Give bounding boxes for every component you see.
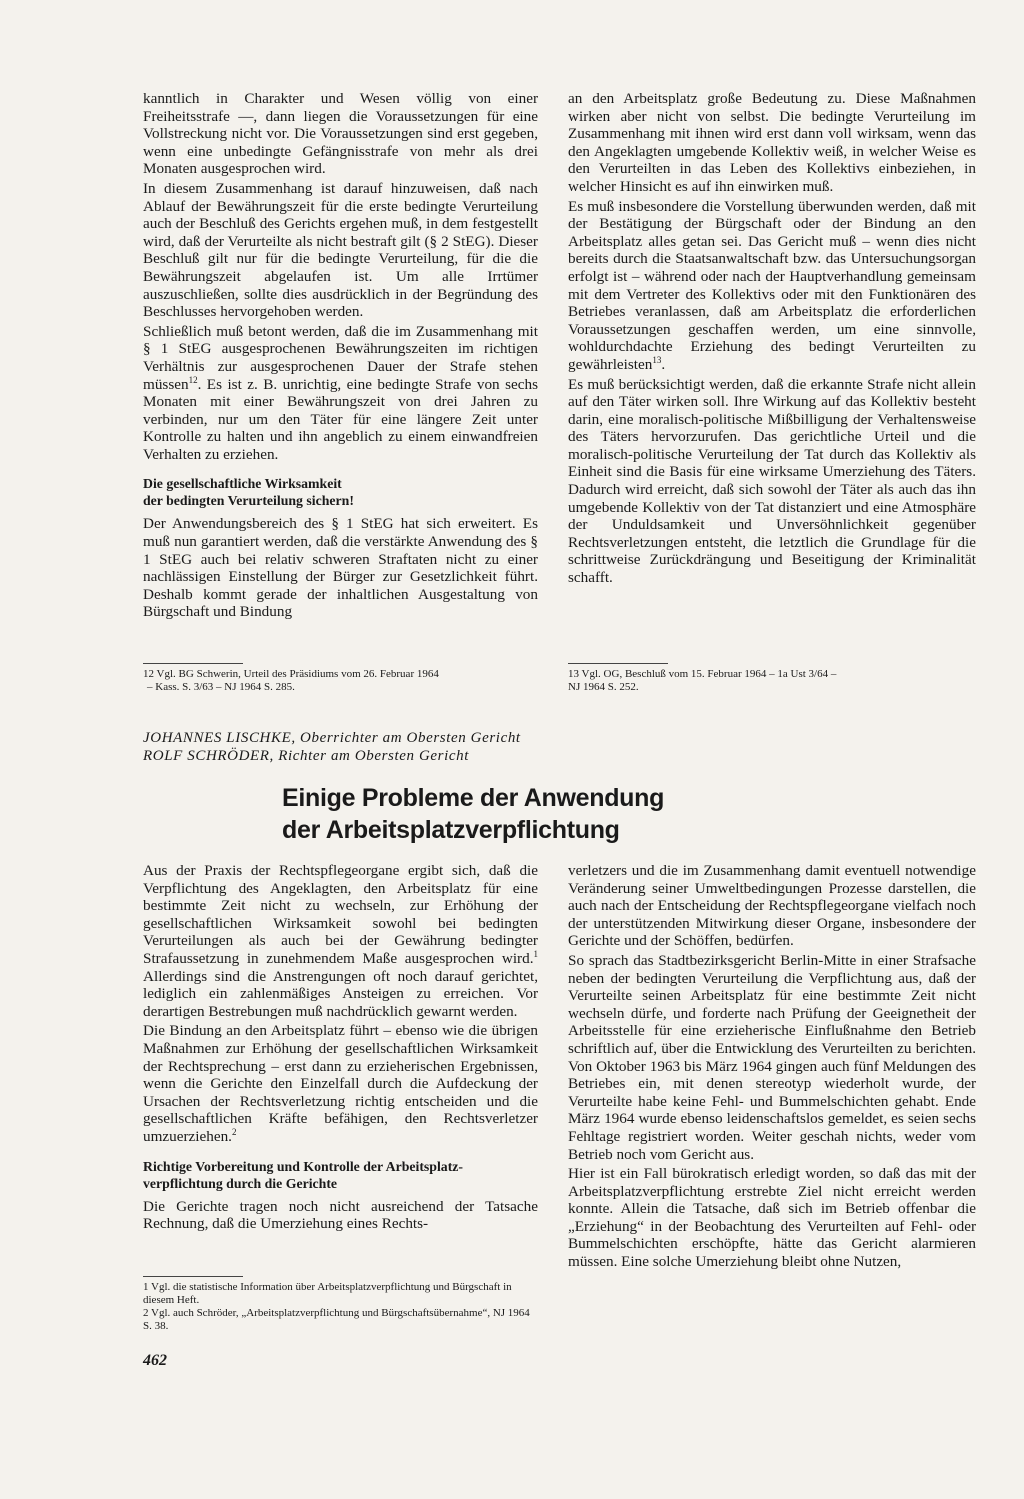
bottom-left-column bbox=[143, 862, 538, 1233]
paragraph: Hier ist ein Fall bürokratisch erledigt worden, so daß das mit der Arbeitsplatzverpflichtung erstrebte Ziel nicht erreicht werden konnte. Allein die Tatsache, daß sich im Betrieb offenbar die „Erziehung“ in der Beobachtung des Verurteilten auf Fehl- oder Bummelschichten erschöpfte, hätte das Gericht alarmieren müssen. Eine solche Umerziehung bleibt ohne Nutzen, bbox=[568, 1165, 976, 1271]
section-heading: Die gesellschaftliche Wirksamkeit der bedingten Verurteilung sichern! bbox=[143, 476, 354, 509]
author-line: JOHANNES LISCHKE, Oberrichter am Obersten Gericht bbox=[143, 730, 521, 746]
paragraph-text: Schließlich muß betont werden, daß die im Zusammenhang mit § 1 StEG ausgesprochenen Bewährungszeiten im richtigen Verhältnis zur ausgesprochenen Dauer der Strafe stehen müssen bbox=[143, 322, 538, 393]
title-line: der Arbeitsplatzverpflichtung bbox=[282, 816, 620, 844]
paragraph: kanntlich in Charakter und Wesen völlig von einer Freiheitsstrafe —, dann liegen die Voraussetzungen für eine Vollstreckung nicht vor. Die Voraussetzungen sind erst gegeben, wenn eine unbedingte Gefängnisstrafe von mehr als drei Monaten ausgesprochen wird. bbox=[143, 90, 538, 178]
footnote-ref: 12 bbox=[188, 374, 198, 385]
footnote-ref: 2 bbox=[231, 1126, 237, 1137]
article-title bbox=[282, 782, 664, 846]
paragraph-text: Aus der Praxis der Rechtspflegeorgane ergibt sich, daß die Verpflichtung des Angeklagten, den Arbeitsplatz für eine bestimmte Zeit nicht zu wechseln, zur Erhöhung der gesellschaftlichen Wirksamkeit sowohl bei bedingten Verurteilungen als auch bei der Gewährung bedingter Strafaussetzung in zunehmendem Maße ausgesprochen wird. bbox=[143, 862, 538, 967]
footnote-2: 2 Vgl. auch Schröder, „Arbeitsplatzverpflichtung und Bürgschaftsübernahme“, NJ 1964 S. 38. bbox=[143, 1307, 530, 1332]
footnotes-bottom bbox=[143, 1281, 538, 1333]
footnote-ref: 1 bbox=[533, 948, 538, 959]
footnote-divider bbox=[143, 663, 243, 664]
paragraph: Die Gerichte tragen noch nicht ausreichend der Tatsache Rechnung, daß die Umerziehung eines Rechts- bbox=[143, 1197, 538, 1233]
section-heading: Richtige Vorbereitung und Kontrolle der Arbeitsplatz- verpflichtung durch die Gerichte bbox=[143, 1158, 464, 1191]
paragraph: verletzers und die im Zusammenhang damit eventuell notwendige Veränderung seiner Umweltbedingungen Prozesse darstellen, die auch nach der Entscheidung der Rechtspflegeorgane vielfach noch der unterstützenden Mitwirkung dieser Organe, insbesondere der Gerichte und der Schöffen, bedürfen. bbox=[568, 862, 976, 950]
paragraph-text: . bbox=[661, 355, 666, 373]
footnote-divider bbox=[143, 1276, 243, 1277]
paragraph: Es muß berücksichtigt werden, daß die erkannte Strafe nicht allein auf den Täter wirken soll. Ihre Wirkung auf das Kollektiv besteht darin, eine moralisch-politische Mißbilligung der Verhaltensweise des Täters hervorzurufen. Das gerichtliche Urteil und die moralisch-politische Verurteilung der Tat durch das Kollektiv als Einheit sind die Basis für eine wirksame Umerziehung des Täters. Dadurch wird erreicht, daß sich sowohl der Täter als auch das ihn umgebende Kollektiv von der Tat distanziert und eine Atmosphäre der Unduldsamkeit und Unversöhnlichkeit gegenüber Rechtsverletzungen entsteht, die letztlich die Grundlage für die schrittweise Zurückdrängung und Beseitigung der Kriminalität schafft. bbox=[568, 375, 976, 587]
paragraph bbox=[568, 198, 976, 374]
paragraph bbox=[143, 1022, 538, 1145]
paragraph: In diesem Zusammenhang ist darauf hinzuweisen, daß nach Ablauf der Bewährungszeit für die erste bedingte Verurteilung auch der Beschluß des Gerichts ergehen muß, in dem festgestellt wird, daß der Verurteilte als nicht bestraft gilt (§ 2 StEG). Dieser Beschluß gilt nur für die bedingte Verurteilung, für die die Bewährungszeit abgelaufen ist. Um alle Irrtümer auszuschließen, sollte dies ausdrücklich in der Begründung des Beschlusses hervorgehoben werden. bbox=[143, 179, 538, 321]
paragraph bbox=[143, 323, 538, 464]
paragraph-text: Allerdings sind die Anstrengungen oft noch darauf gerichtet, lediglich ein zahlenmäßiges Ansteigen zu erreichen. Vor derartigen Bestrebungen muß nachdrücklich gewarnt werden. bbox=[143, 967, 538, 1020]
footnote-1: 1 Vgl. die statistische Information über Arbeitsplatzverpflichtung und Bürgschaft in diesem Heft. bbox=[143, 1281, 512, 1306]
footnote-divider bbox=[568, 663, 668, 664]
paragraph bbox=[143, 862, 538, 1020]
top-right-column bbox=[568, 90, 976, 587]
footnote-12: 12 Vgl. BG Schwerin, Urteil des Präsidiums vom 26. Februar 1964 – Kass. S. 3/63 – NJ 1964 S. 285. bbox=[143, 668, 439, 693]
paragraph: So sprach das Stadtbezirksgericht Berlin-Mitte in einer Strafsache neben der bedingten Verurteilung die Verpflichtung aus, daß der Verurteilte seinen Arbeitsplatz für eine bestimmte Zeit nicht wechseln dürfe, und forderte nach Prüfung der Geeignetheit der Arbeitsstelle für eine erzieherische Einflußnahme den Betrieb schriftlich auf, über die Entwicklung des Verurteilten zu berichten. Von Oktober 1963 bis März 1964 gingen auch fünf Meldungen des Betriebes ein, mit denen stereotyp wiederholt wurde, der Verurteilte habe keine Fehl- und Bummelschichten gehabt. Ende März 1964 wurde ebenso leidenschaftslos gemeldet, es seien sechs Fehltage registriert worden. Weiter geschah nichts, weder vom Betrieb noch vom Gericht aus. bbox=[568, 951, 976, 1163]
article-authors bbox=[143, 729, 521, 765]
paragraph: Der Anwendungsbereich des § 1 StEG hat sich erweitert. Es muß nun garantiert werden, daß die verstärkte Anwendung des § 1 StEG auch bei relativ schweren Straftaten nicht zu einer nachlässigen Einstellung der Bürger zur Gesetzlichkeit führt. Deshalb kommt gerade der inhaltlichen Ausgestaltung von Bürgschaft und Bindung bbox=[143, 515, 538, 621]
page-number: 462 bbox=[143, 1352, 167, 1369]
paragraph-text: Die Bindung an den Arbeitsplatz führt – ebenso wie die übrigen Maßnahmen zur Erhöhung der gesellschaftlichen Wirksamkeit der Rechtsprechung – erst dann zu erzieherischen Ergebnissen, wenn die Gerichte den Einzelfall durch die Aufdeckung der Ursachen der Rechtsverletzung richtig entscheiden und die gesellschaftlichen Kräfte befähigen, den Rechtsverletzer umzuerziehen. bbox=[143, 1022, 538, 1145]
author-line: ROLF SCHRÖDER, Richter am Obersten Gericht bbox=[143, 748, 469, 764]
title-line: Einige Probleme der Anwendung bbox=[282, 784, 665, 812]
paragraph-text: . Es ist z. B. unrichtig, eine bedingte Strafe von sechs Monaten mit einer Bewährungszeit von drei Jahren zu verbinden, nur um den Täter für eine längere Zeit unter Kontrolle zu halten und ihn angeblich zu einem einwandfreien Verhalten zu erziehen. bbox=[143, 375, 538, 463]
footnote-ref: 13 bbox=[652, 354, 662, 365]
paragraph-text: Es muß insbesondere die Vorstellung überwunden werden, daß mit der Bestätigung der Bürgschaft oder der Bindung an den Arbeitsplatz alles getan sei. Das Gericht muß – wenn dies nicht bereits durch die Staatsanwaltschaft bzw. das Untersuchungsorgan erfolgt ist – während oder nach der Hauptverhandlung gemeinsam mit dem Vertreter des Kollektivs oder mit den Funktionären des Betriebes veranlassen, daß am Arbeitsplatz die erforderlichen Voraussetzungen geschaffen werden, um eine sinnvolle, wohldurchdachte Erziehung des bedingt Verurteilten zu gewährleisten bbox=[568, 197, 976, 373]
footnote-13: 13 Vgl. OG, Beschluß vom 15. Februar 1964 – 1a Ust 3/64 – NJ 1964 S. 252. bbox=[568, 668, 837, 693]
paragraph: an den Arbeitsplatz große Bedeutung zu. Diese Maßnahmen wirken aber nicht von selbst. Die bedingte Verurteilung im Zusammenhang mit ihnen wird erst dann voll wirksam, wenn das den Angeklagten umgebende Kollektiv weiß, in welcher Weise es den Verurteilten in das Leben des Kollektivs einbeziehen, in welcher Hinsicht es auf ihn einwirken muß. bbox=[568, 90, 976, 195]
top-left-column bbox=[143, 90, 538, 621]
bottom-right-column bbox=[568, 862, 976, 1271]
